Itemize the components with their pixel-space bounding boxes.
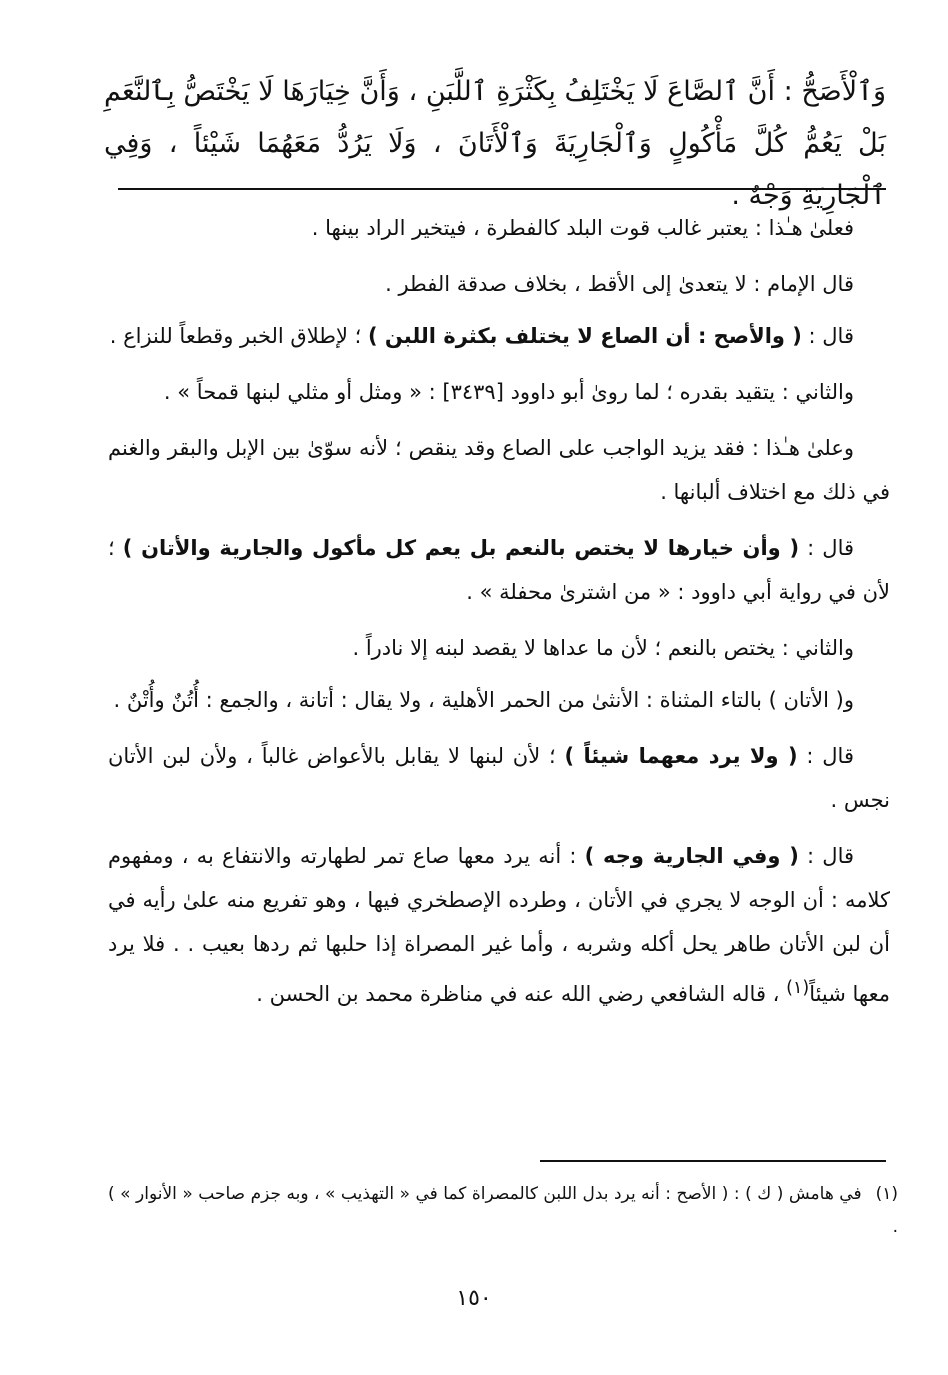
commentary-text-end: ، قاله الشافعي رضي الله عنه في مناظرة محمد بن الحسن .: [256, 982, 787, 1006]
commentary-paragraph-6: [108, 526, 890, 614]
footnote: [108, 1178, 898, 1244]
commentary-paragraph-4: والثاني : يتقيد بقدره ؛ لما روىٰ أبو داوود [٣٤٣٩] : « ومثل أو مثلي لبنها قمحاً » .: [163, 380, 854, 404]
commentary-paragraph-9: [108, 734, 890, 822]
qala-label: قال :: [798, 844, 855, 868]
commentary-text: ؛ لأن لبنها لا يقابل بالأعواض غالباً ، ولأن لبن الأتان نجس .: [108, 744, 890, 812]
qala-label: قال :: [801, 324, 854, 348]
matn-block: [100, 66, 890, 222]
footnote-marker[interactable]: (١): [786, 978, 810, 998]
commentary-text: : أنه يرد معها صاع تمر لطهارته والانتفاع به ، ومفهوم كلامه : أن الوجه لا يجري في الأتان ، وطرده الإصطخري فيها ، وهو تفريع منه علىٰ رأيه في أن لبن الأتان طاهر يحل أكله وشربه ، وأما غير المصراة إذا حلبها ثم ردها بعيب . . فلا يرد معها شيئاً: [108, 844, 890, 1006]
commentary-paragraph-5: وعلىٰ هـٰذا : فقد يزيد الواجب على الصاع وقد ينقص ؛ لأنه سوّىٰ بين الإبل والبقر والغنم في ذلك مع اختلاف ألبانها .: [108, 436, 890, 504]
quoted-matn: ( والأصح : أن الصاع لا يختلف بكثرة اللبن ): [367, 324, 802, 348]
quoted-matn: ( ولا يرد معهما شيئاً ): [564, 744, 798, 768]
footnote-text: في هامش ( ك ) : ( الأصح : أنه يرد بدل اللبن كالمصراة كما في « التهذيب » ، وبه جزم صاحب « الأنوار » ) .: [108, 1184, 898, 1237]
footnote-number: (١): [875, 1184, 898, 1204]
qala-label: قال :: [799, 536, 854, 560]
commentary-text: ؛ لأن في رواية أبي داوود : « من اشترىٰ محفلة » .: [108, 536, 890, 604]
page-number: ١٥٠: [456, 1286, 492, 1311]
footnote-separator-line: [540, 1160, 886, 1162]
commentary-text: ؛ لإطلاق الخبر وقطعاً للنزاع .: [109, 324, 368, 348]
commentary-paragraph-8: و( الأتان ) بالتاء المثناة : الأنثىٰ من الحمر الأهلية ، ولا يقال : أتانة ، والجمع : أُتُنٌ وأُتْنٌ .: [113, 688, 854, 712]
quoted-matn: ( وأن خيارها لا يختص بالنعم بل يعم كل مأكول والجارية والأتان ): [122, 536, 800, 560]
commentary-paragraph-7: والثاني : يختص بالنعم ؛ لأن ما عداها لا يقصد لبنه إلا نادراً .: [352, 636, 854, 660]
matn-text: وَٱلْأَصَحُّ : أَنَّ ٱلصَّاعَ لَا يَخْتَلِفُ بِكَثْرَةِ ٱللَّبَنِ ، وَأَنَّ خِيَارَهَا لَا يَخْتَصُّ بِٱلنَّعَمِ بَلْ يَعُمُّ كُلَّ مَأْكُولٍ وَٱلْجَارِيَةَ وَٱلْأَتَانَ ، وَلَا يَرُدُّ مَعَهُمَا شَيْئاً ، وَفِي ٱلْجَارِيَةِ وَجْهٌ .: [104, 76, 886, 211]
quoted-matn: ( وفي الجارية وجه ): [584, 844, 799, 868]
commentary-block: [108, 206, 890, 1028]
commentary-paragraph-10: [108, 834, 890, 1016]
commentary-paragraph-3: [108, 314, 890, 358]
matn-separator-line: [118, 188, 886, 190]
commentary-paragraph-1: فعلىٰ هـٰذا : يعتبر غالب قوت البلد كالفطرة ، فيتخير الراد بينها .: [311, 216, 854, 240]
commentary-paragraph-2: قال الإمام : لا يتعدىٰ إلى الأقط ، بخلاف صدقة الفطر .: [385, 272, 854, 296]
qala-label: قال :: [797, 744, 854, 768]
